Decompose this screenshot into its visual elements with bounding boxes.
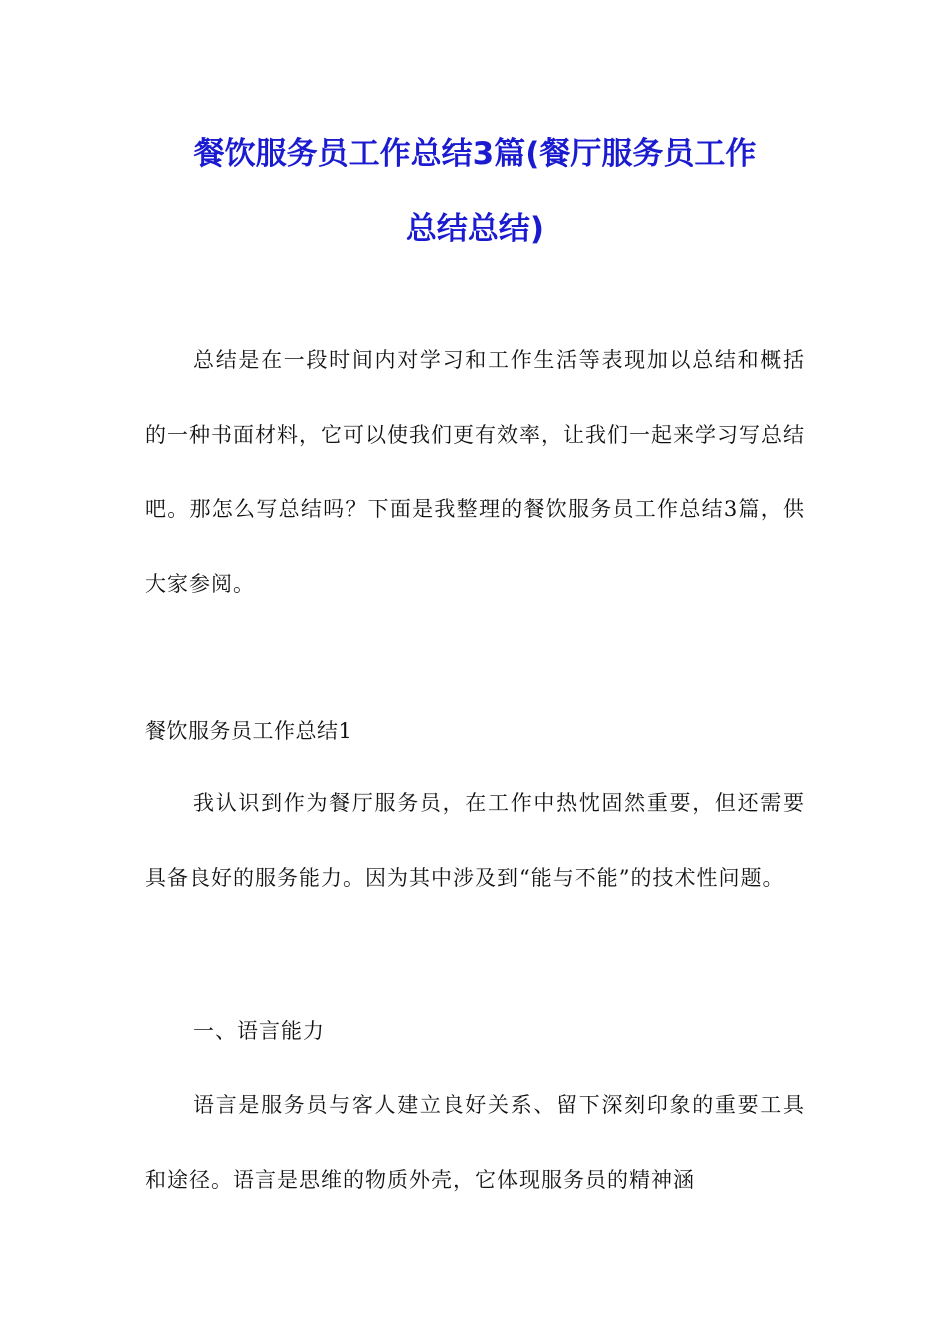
section-1-paragraph-2: 语言是服务员与客人建立良好关系、留下深刻印象的重要工具和途径。语言是思维的物质外壳，它体现服务员的精神涵 <box>145 1093 805 1192</box>
section-1-paragraph-1: 我认识到作为餐厅服务员，在工作中热忱固然重要，但还需要具备良好的服务能力。因为其中涉及到“能与不能”的技术性问题。 <box>145 791 805 890</box>
section-heading-1: 餐饮服务员工作总结1 <box>145 719 353 743</box>
intro-paragraph: 总结是在一段时间内对学习和工作生活等表现加以总结和概括的一种书面材料，它可以使我们更有效率，让我们一起来学习写总结吧。那怎么写总结吗？下面是我整理的餐饮服务员工作总结3篇，供大家参阅。 <box>145 348 805 596</box>
document-title-line-2: 总结总结) <box>405 211 545 247</box>
document-title-line-1: 餐饮服务员工作总结3篇(餐厅服务员工作 <box>193 136 757 172</box>
subheading-language-ability: 一、语言能力 <box>193 1019 325 1043</box>
